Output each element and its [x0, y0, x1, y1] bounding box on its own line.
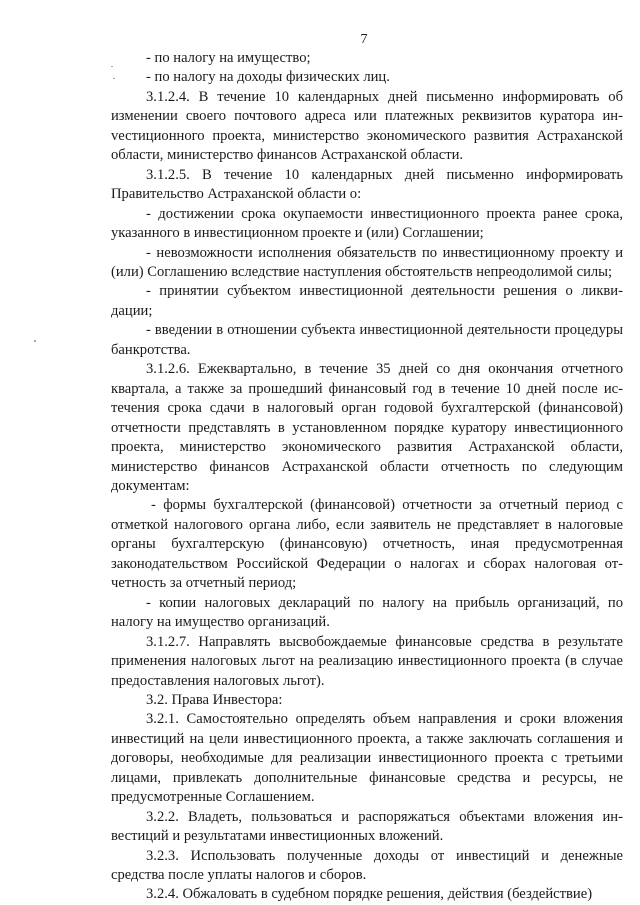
paragraph: - введении в отношении субъекта инвестиционной деятельности процедуры банкротства. — [111, 322, 623, 358]
paragraph: 3.1.2.4. В течение 10 календарных дней письменно информировать об изменении своего почтового адреса или платежных реквизитов куратора инvестиционного проекта, министерство экономического развития Астраханской области, министерство финансов Астраханской области. — [111, 88, 623, 164]
paragraph: - невозможности исполнения обязательств по инвестиционному проекту и (или) Соглашению вследствие наступления обстоятельств непреодолимой силы; — [111, 244, 623, 280]
paragraph: 3.1.2.6. Ежеквартально, в течение 35 дней со дня окончания отчетного квартала, а также за прошедший финансовый год в течение 10 дней после истечения срока сдачи в налоговый орган годовой бухгалтерской (финансовой) отчетности представлять в установленном порядке куратору инвестиционного проекта, министерство экономического развития Астраханской области, министерство финансов Астраханской области отчетность по следующим документам: — [111, 361, 623, 494]
paragraph: - достижении срока окупаемости инвестиционного проекта ранее срока, указанного в инвестиционном проекте и (или) Соглашении; — [111, 205, 623, 242]
paragraph: - формы бухгалтерской (финансовой) отчетности за отчетный период с отметкой налогового органа либо, если заявитель не представляет в налоговые органы бухгалтерскую (финансовую) отчетность, иная предусмотренная законодательством Российской Федерации о налогах и сборах налоговая отчетность за отчетный период; — [111, 497, 623, 592]
paragraph: - по налогу на доходы физических лиц. — [146, 69, 390, 86]
paragraph: 3.2.3. Использовать полученные доходы от инвестиций и денежные средства после уплаты налогов и сборов. — [111, 847, 623, 884]
scan-speck — [34, 340, 36, 342]
paragraph: 3.2.4. Обжаловать в судебном порядке решения, действия (бездействие) — [146, 886, 593, 903]
paragraph: - принятии субъектом инвестиционной деятельности решения о ликвидации; — [111, 283, 623, 319]
page-number: 7 — [360, 32, 368, 47]
paragraph: - по налогу на имущество; — [146, 50, 311, 66]
paragraph: 3.2. Права Инвестора: — [146, 691, 283, 708]
document-body — [111, 49, 623, 905]
paragraph: 3.2.2. Владеть, пользоваться и распоряжаться объектами вложения инвестиций и результатами инвестиционных вложений. — [111, 808, 623, 845]
paragraph: 3.1.2.7. Направлять высвобождаемые финансовые средства в результате применения налоговых льгот на реализацию инвестиционного проекта (в случае предоставления налоговых льгот). — [111, 633, 623, 689]
paragraph: 3.1.2.5. В течение 10 календарных дней письменно информировать Правительство Астраханской области о: — [111, 166, 623, 203]
paragraph: - копии налоговых деклараций по налогу на прибыль организаций, по налогу на имущество организаций. — [111, 594, 623, 631]
paragraph: 3.2.1. Самостоятельно определять объем направления и сроки вложения инвестиций на цели инвестиционного проекта, а также заключать соглашения и договоры, необходимые для реализации инвестиционного проекта с третьими лицами, привлекать дополнительные финансовые средства и ресурсы, не предусмотренные Соглашением. — [111, 711, 623, 806]
